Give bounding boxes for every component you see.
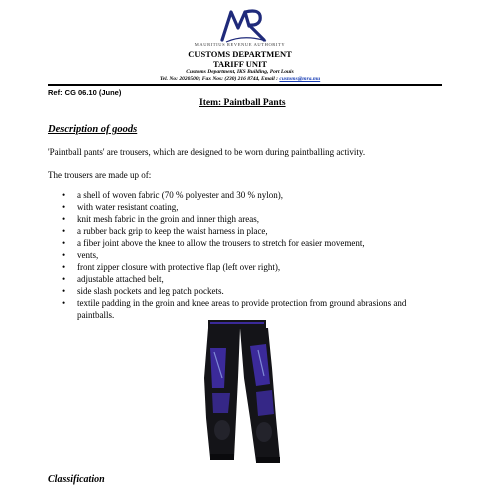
bullet-icon: • bbox=[62, 226, 66, 236]
list-item bbox=[62, 273, 442, 285]
list-item-text: front zipper closure with protective flap (left over right), bbox=[77, 262, 281, 272]
list-item bbox=[62, 225, 442, 237]
list-item-text: a rubber back grip to keep the waist harness in place, bbox=[77, 226, 268, 236]
list-item-text: vents, bbox=[77, 250, 99, 260]
bullet-icon: • bbox=[62, 262, 66, 272]
list-item-text: knit mesh fabric in the groin and inner thigh areas, bbox=[77, 214, 259, 224]
intro-paragraph: 'Paintball pants' are trousers, which are designed to be worn during paintballing activity. bbox=[48, 147, 366, 157]
unit-title: TARIFF UNIT bbox=[212, 59, 268, 69]
list-item-text: adjustable attached belt, bbox=[77, 274, 164, 284]
bullet-icon: • bbox=[62, 190, 66, 200]
bullet-icon: • bbox=[62, 286, 66, 296]
header-divider bbox=[48, 84, 442, 86]
bullet-icon: • bbox=[62, 214, 66, 224]
list-item-text: a shell of woven fabric (70 % polyester and 30 % nylon), bbox=[77, 190, 283, 200]
department-title: CUSTOMS DEPARTMENT bbox=[188, 49, 292, 59]
email-link[interactable]: customs@mra.mu bbox=[279, 76, 321, 82]
contact-numbers: Tel. No: 2020500; Fax Nos: (230) 216 8744, Email : bbox=[159, 76, 280, 82]
list-item bbox=[62, 261, 442, 273]
mra-logo bbox=[218, 6, 270, 44]
bullet-icon: • bbox=[62, 202, 66, 212]
list-item bbox=[62, 189, 442, 201]
bullet-icon: • bbox=[62, 274, 66, 284]
description-heading: Description of goods bbox=[48, 124, 138, 135]
reference-number: Ref: CG 06.10 (June) bbox=[48, 88, 122, 97]
list-item-text: a fiber joint above the knee to allow the trousers to stretch for easier movement, bbox=[77, 238, 365, 248]
list-item bbox=[62, 285, 442, 297]
paintball-pants-image bbox=[200, 318, 284, 468]
list-item-text: textile padding in the groin and knee areas to provide protection from ground abrasions and paintballs. bbox=[77, 298, 407, 320]
list-item-text: side slash pockets and leg patch pockets. bbox=[77, 286, 224, 296]
list-item bbox=[62, 249, 442, 261]
contact-line bbox=[0, 76, 480, 82]
list-item bbox=[62, 237, 442, 249]
item-title: Item: Paintball Pants bbox=[199, 98, 286, 108]
made-of-paragraph: The trousers are made up of: bbox=[48, 170, 152, 180]
list-item bbox=[62, 213, 442, 225]
feature-list bbox=[62, 189, 442, 321]
list-item-text: with water resistant coating, bbox=[77, 202, 179, 212]
bullet-icon: • bbox=[62, 250, 66, 260]
department-address: Customs Department, IKS Building, Port Louis bbox=[186, 69, 294, 75]
bullet-icon: • bbox=[62, 238, 66, 248]
classification-heading: Classification bbox=[48, 474, 105, 485]
list-item bbox=[62, 201, 442, 213]
authority-name: MAURITIUS REVENUE AUTHORITY bbox=[194, 42, 286, 47]
bullet-icon: • bbox=[62, 298, 66, 308]
